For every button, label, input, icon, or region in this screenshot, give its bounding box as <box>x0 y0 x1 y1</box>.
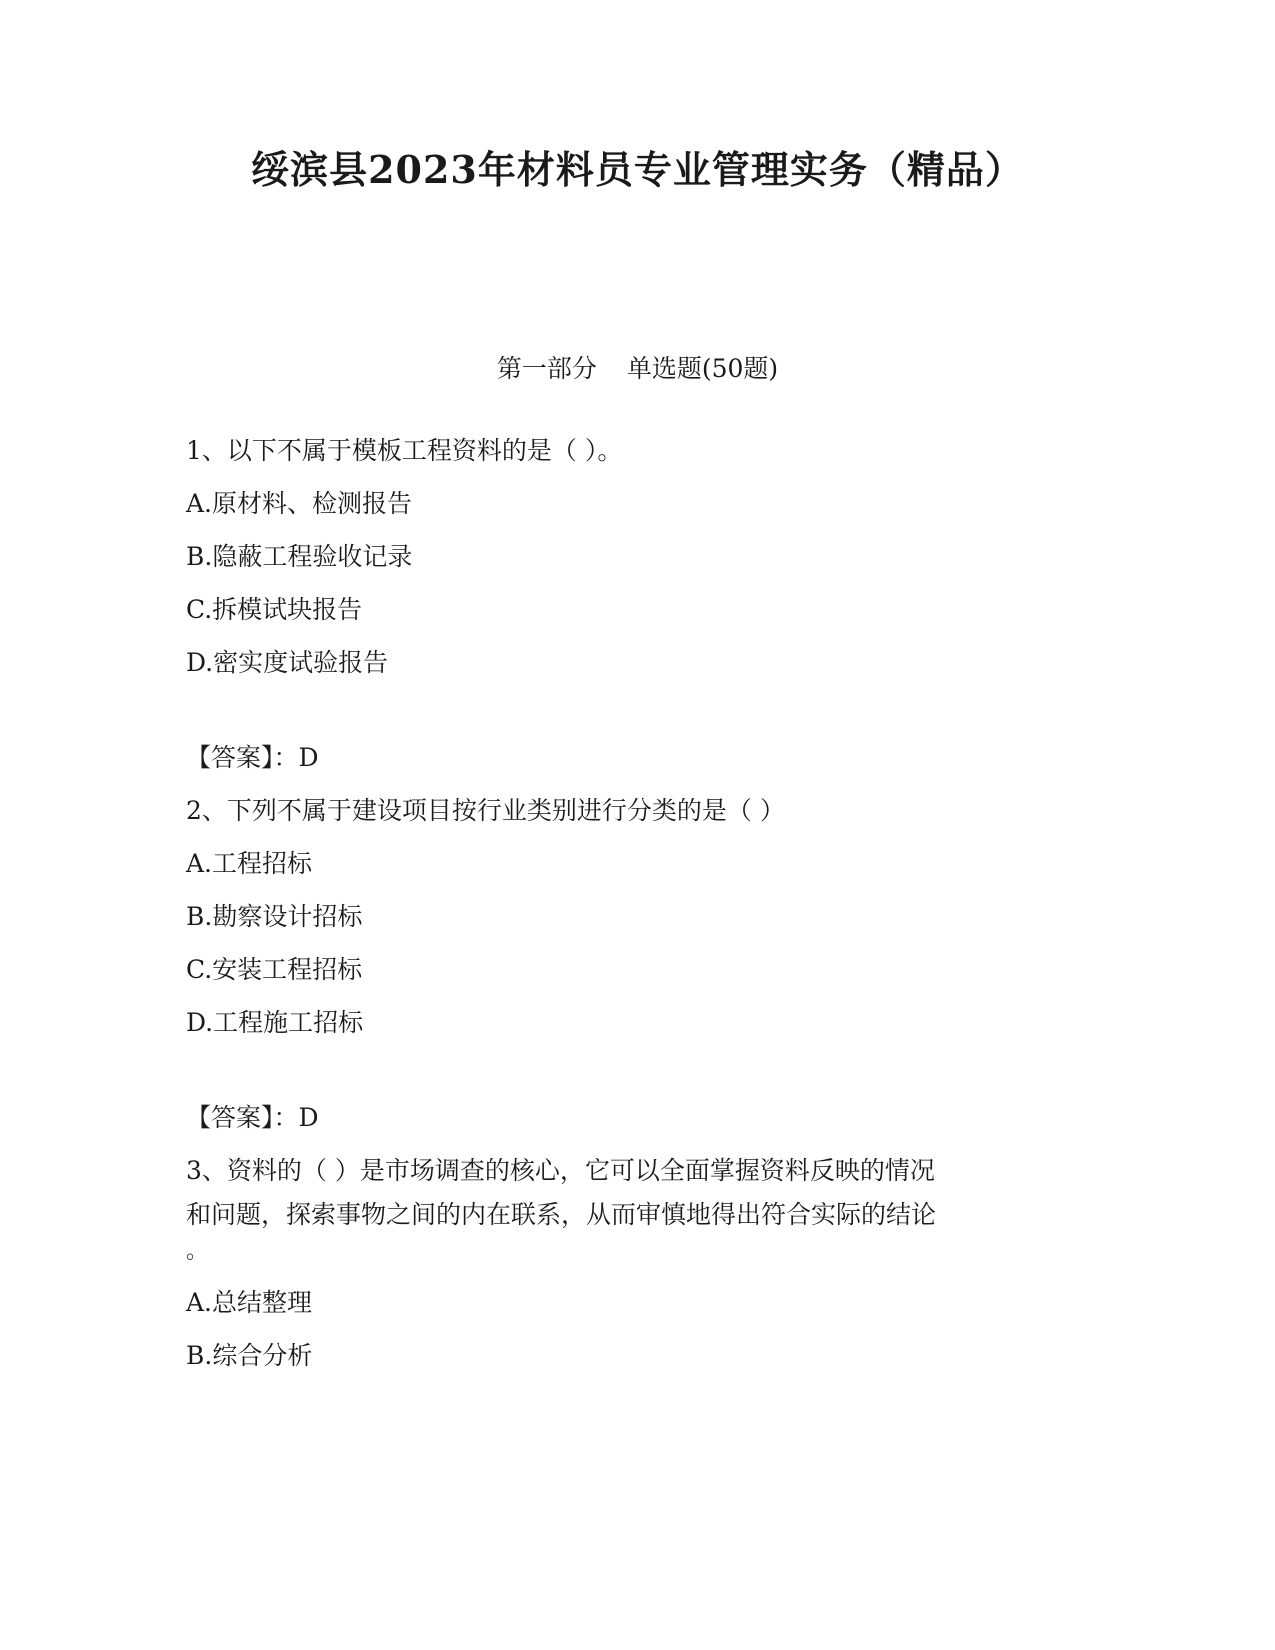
question-stem-line-2: 和问题，探索事物之间的内在联系，从而审慎地得出符合实际的结论 <box>186 1200 937 1229</box>
option-d: D.密实度试验报告 <box>186 648 389 677</box>
answer-value: D <box>298 1103 319 1132</box>
option-a: A.工程招标 <box>186 849 313 878</box>
page-title: 绥滨县2023年材料员专业管理实务（精品） <box>251 147 1024 192</box>
option-c: C.安装工程招标 <box>186 955 363 984</box>
question-stem: 1、以下不属于模板工程资料的是（ ）。 <box>186 436 623 465</box>
question-2 <box>186 794 1066 1135</box>
answer-line <box>186 741 1066 775</box>
question-1 <box>186 434 1066 775</box>
answer-label: 【答案】： <box>186 743 299 772</box>
section-heading <box>0 352 1275 386</box>
option-d: D.工程施工招标 <box>186 1008 364 1037</box>
section-name: 单选题(50题) <box>626 354 779 383</box>
option-a: A.原材料、检测报告 <box>186 489 413 518</box>
option-c: C.拆模试块报告 <box>186 595 363 624</box>
option-b: B.勘察设计招标 <box>186 902 363 931</box>
answer-line <box>186 1101 1066 1135</box>
section-part: 第一部分 <box>496 354 597 383</box>
question-stem-line-3: 。 <box>186 1239 209 1264</box>
question-stem: 2、下列不属于建设项目按行业类别进行分类的是（ ） <box>186 796 785 825</box>
question-3 <box>186 1154 1066 1373</box>
answer-value: D <box>298 743 319 772</box>
option-a: A.总结整理 <box>186 1288 313 1317</box>
question-stem-line-1: 3、资料的（ ）是市场调查的核心，它可以全面掌握资料反映的情况 <box>186 1156 935 1185</box>
answer-label: 【答案】： <box>186 1103 299 1132</box>
option-b: B.隐蔽工程验收记录 <box>186 542 413 571</box>
option-b: B.综合分析 <box>186 1341 313 1370</box>
